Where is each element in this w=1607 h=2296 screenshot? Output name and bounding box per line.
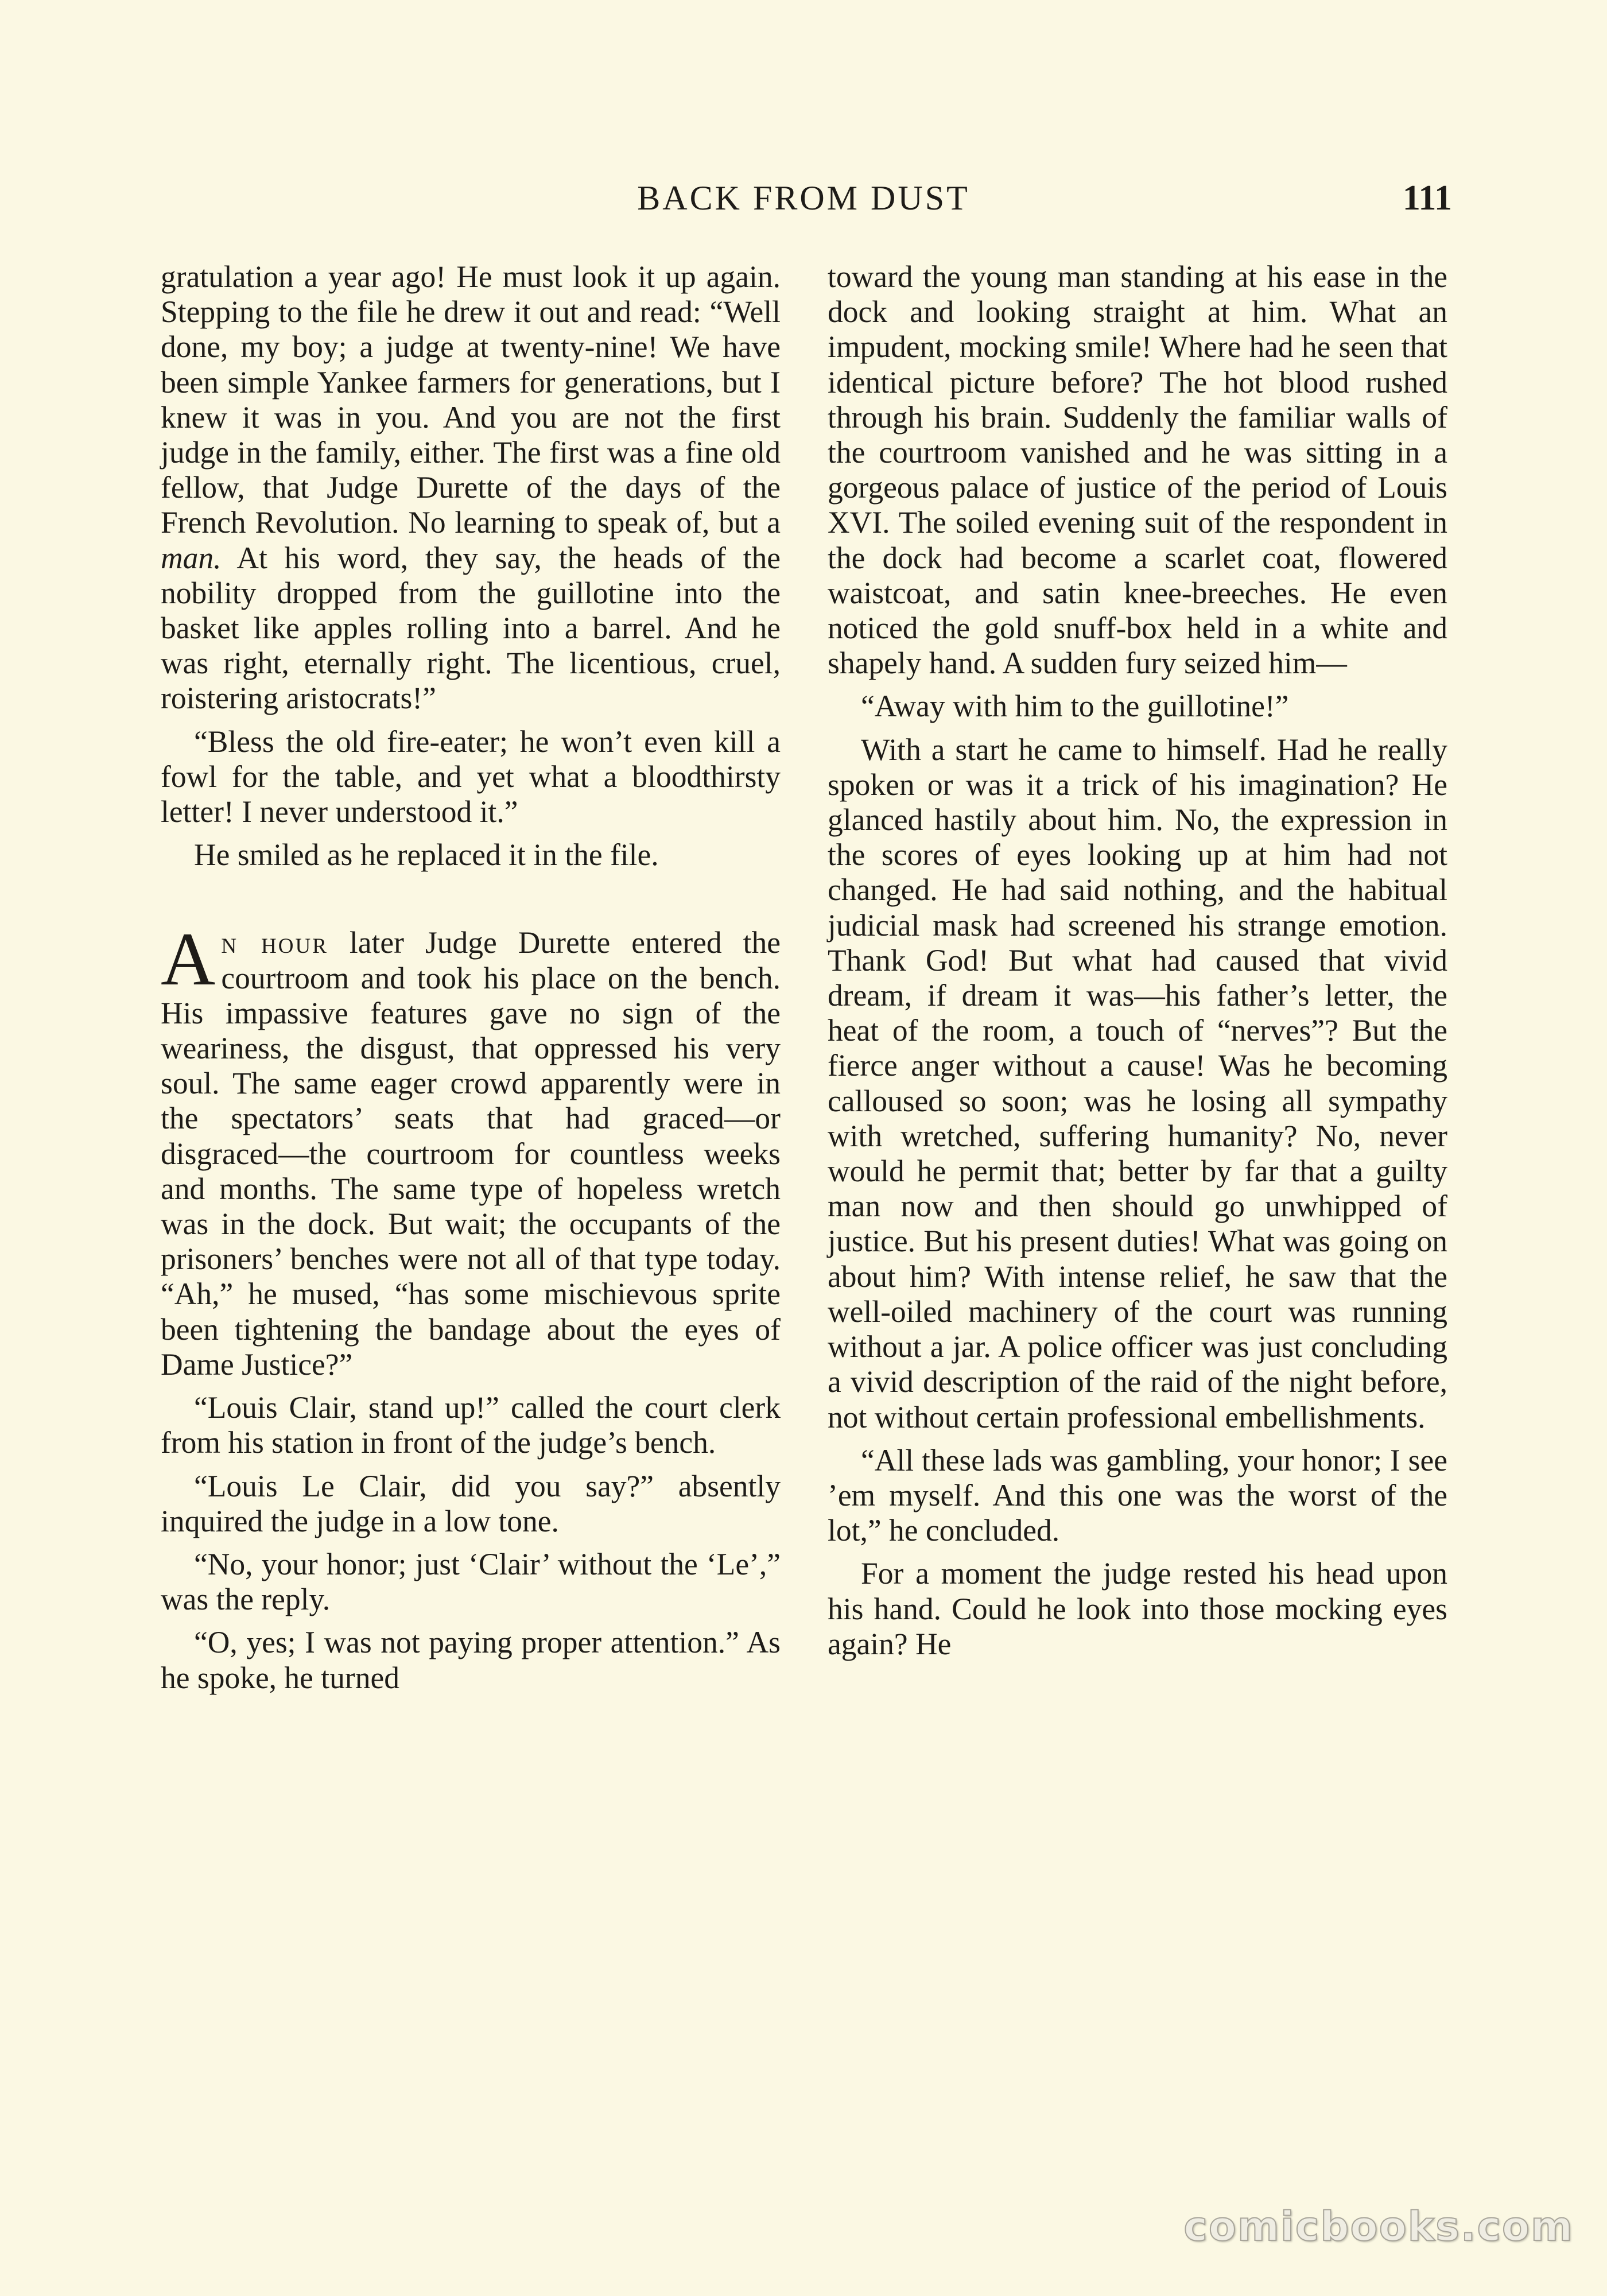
paragraph: “Louis Clair, stand up!” called the court clerk from his station in front of the judge’s bench. [161,1390,781,1460]
paragraph: “Bless the old fire-eater; he won’t even kill a fowl for the table, and yet what a bloodthirsty letter! I never understood it.” [161,724,781,829]
site-watermark: comicbooks.com [1183,2203,1574,2250]
paragraph: With a start he came to himself. Had he really spoken or was it a trick of his imagination? He glanced hastily about him. No, the expression in the scores of eyes looking up at him had not changed. He had said nothing, and the habitual judicial mask had screened his strange emotion. Thank God! But what had caused that vivid dream, if dream it was—his father’s letter, the heat of the room, a touch of “nerves”? But the fierce anger without a cause! Was he becoming calloused so soon; was he losing all sympathy with wretched, suffering humanity? No, never would he permit that; better by far that a guilty man now and then should go unwhipped of justice. But his present duties! What was going on about him? With intense relief, he saw that the well-oiled machinery of the court was running without a jar. A police officer was just concluding a vivid description of the raid of the night before, not without certain professional embellishments. [828,732,1447,1434]
left-column [161,259,781,1696]
paragraph: “No, your honor; just ‘Clair’ without the ‘Le’,” was the reply. [161,1546,781,1617]
paragraph [161,259,781,716]
paragraph-text: later Judge Durette entered the courtroom and took his place on the bench. His impassive features gave no sign of the weariness, the disgust, that oppressed his very soul. The same eager crowd apparently were in the spectators’ seats that had graced—or disgraced—the courtroom for countless weeks and months. The same type of hopeless wretch was in the dock. But wait; the occupants of the prisoners’ benches were not all of that type today. “Ah,” he mused, “has some mischievous sprite been tightening the bandage about the eyes of Dame Justice?” [161,925,781,1382]
paragraph: “Louis Le Clair, did you say?” absently inquired the judge in a low tone. [161,1468,781,1538]
paragraph-text: At his word, they say, the heads of the nobility dropped from the guillotine into the basket like apples rolling into a barrel. And he was right, eternally right. The licentious, cruel, roistering aristocrats!” [161,540,781,716]
paragraph: He smiled as he replaced it in the file. [194,837,659,872]
emphasis-text: man. [161,540,222,575]
running-head [155,172,1452,224]
small-caps-lead: n hour [221,925,328,960]
paragraph: For a moment the judge rested his head upon his hand. Could he look into those mocking eyes again? He [828,1556,1447,1661]
running-title: BACK FROM DUST [637,179,970,217]
right-column [828,259,1447,1662]
paragraph: “Away with him to the guillotine!” [861,689,1289,724]
section-opening-paragraph [161,917,781,1382]
page-number: 111 [1402,179,1452,218]
paragraph: “O, yes; I was not paying proper attention.” As he spoke, he turned [161,1625,781,1695]
paragraph: “All these lads was gambling, your honor; I see ’em myself. And this one was the worst of the lot,” he concluded. [828,1442,1447,1548]
paragraph: toward the young man standing at his ease in the dock and looking straight at him. What an impudent, mocking smile! Where had he seen that identical picture before? The hot blood rushed through his brain. Suddenly the familiar walls of the courtroom vanished and he was sitting in a gorgeous palace of justice of the period of Louis XVI. The soiled evening suit of the respondent in the dock had become a scarlet coat, flowered waistcoat, and satin knee-breeches. He even noticed the gold snuff-box held in a white and shapely hand. A sudden fury seized him— [828,259,1447,681]
drop-cap: A [161,917,216,1002]
paragraph-text: gratulation a year ago! He must look it up again. Stepping to the file he drew it out and read: “Well done, my boy; a judge at twenty-nine! We have been simple Yankee farmers for generations, but I knew it was in you. And you are not the first judge in the family, either. The first was a fine old fellow, that Judge Durette of the days of the French Revolution. No learning to speak of, but a [161,259,781,540]
